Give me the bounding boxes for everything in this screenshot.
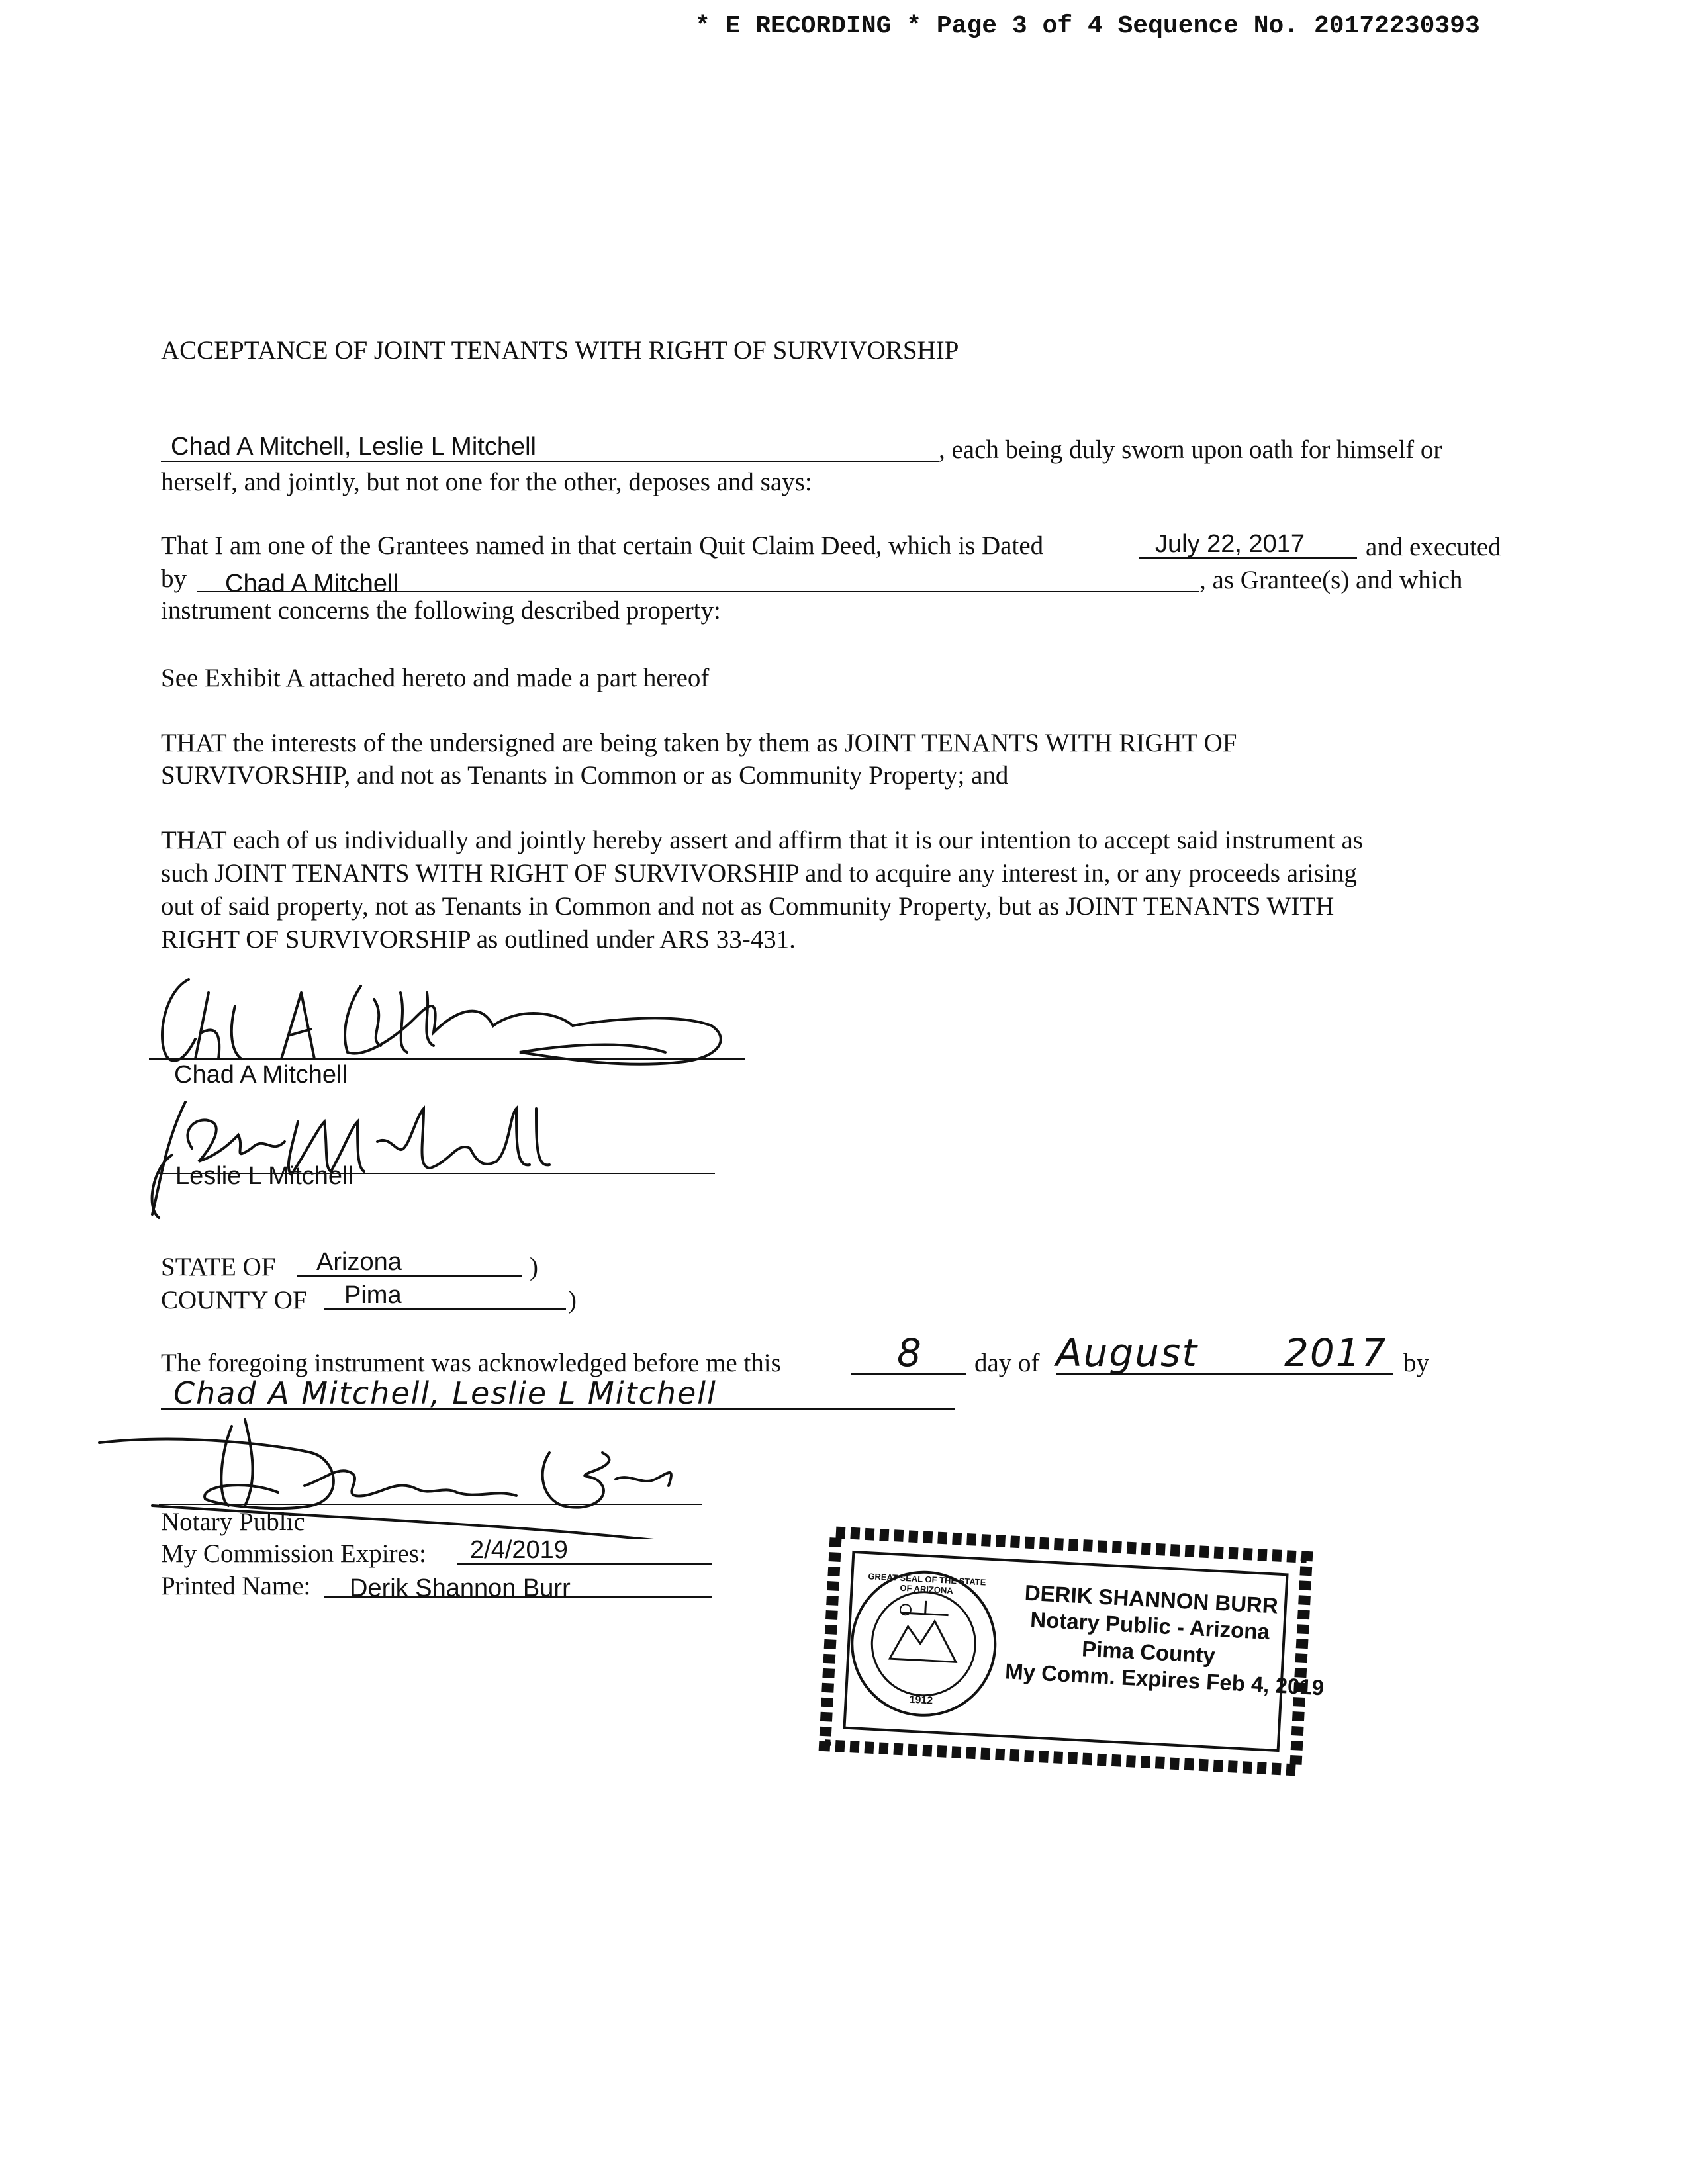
- printed-name-label: Printed Name:: [161, 1572, 311, 1600]
- month-year-underline: [1056, 1373, 1393, 1375]
- commission-label: My Commission Expires:: [161, 1539, 426, 1568]
- acknowledgment-month: August: [1056, 1330, 1198, 1375]
- county-value: Pima: [344, 1281, 402, 1309]
- paragraph1-line2: SURVIVORSHIP, and not as Tenants in Common or as Community Property; and: [161, 761, 1009, 790]
- paragraph2-line1: THAT each of us individually and jointly hereby assert and affirm that it is our intention to accept said instrument as: [161, 826, 1363, 854]
- acknowledgment-prefix: The foregoing instrument was acknowledged before me this: [161, 1349, 781, 1377]
- deed-dated-field: July 22, 2017: [1155, 530, 1305, 558]
- deed-dated-underline: [1139, 557, 1357, 559]
- printed-name-underline: [324, 1596, 712, 1598]
- signer2-printed-name: Leslie L Mitchell: [175, 1162, 353, 1190]
- affiant-names-field: Chad A Mitchell, Leslie L Mitchell: [171, 433, 536, 461]
- county-label: COUNTY OF: [161, 1286, 307, 1314]
- notary-stamp: [815, 1523, 1325, 1780]
- affiant-line2: herself, and jointly, but not one for the other, deposes and says:: [161, 468, 812, 496]
- county-paren: ): [568, 1286, 577, 1314]
- exhibit-reference: See Exhibit A attached hereto and made a part hereof: [161, 664, 710, 692]
- paragraph1-line1: THAT the interests of the undersigned are being taken by them as JOINT TENANTS WITH RIGHT OF: [161, 729, 1237, 757]
- recording-header: * E RECORDING * Page 3 of 4 Sequence No. 20172230393: [695, 12, 1480, 40]
- signer1-printed-name: Chad A Mitchell: [174, 1061, 348, 1089]
- seal-text: GREAT SEAL OF THE STATE OF ARIZONA: [868, 1571, 986, 1596]
- stamp-expiration: My Comm. Expires Feb 4, 2019: [1004, 1659, 1325, 1700]
- deed-line1-suffix: and executed: [1366, 533, 1501, 561]
- acknowledgment-names: Chad A Mitchell, Leslie L Mitchell: [173, 1375, 717, 1411]
- commission-underline: [457, 1563, 712, 1565]
- state-underline: [297, 1275, 522, 1277]
- deed-line1-prefix: That I am one of the Grantees named in that certain Quit Claim Deed, which is Dated: [161, 531, 1044, 560]
- stamp-notary-title: Notary Public - Arizona: [1029, 1607, 1270, 1645]
- stamp-notary-name: DERIK SHANNON BURR: [1024, 1580, 1279, 1618]
- state-value: Arizona: [316, 1248, 402, 1276]
- affiant-underline: [161, 461, 939, 462]
- acknowledgment-day-of: day of: [974, 1349, 1040, 1377]
- paragraph2-line3: out of said property, not as Tenants in Common and not as Community Property, but as JOINT TENANTS WITH: [161, 892, 1335, 921]
- signature-leslie-mitchell: [139, 1089, 722, 1221]
- deed-executed-by-underline: [197, 591, 1199, 592]
- acknowledgment-day: 8: [897, 1330, 923, 1375]
- notary-title: Notary Public: [161, 1508, 305, 1536]
- document-title: ACCEPTANCE OF JOINT TENANTS WITH RIGHT OF SURVIVORSHIP: [161, 336, 959, 365]
- day-underline: [851, 1373, 966, 1375]
- deed-executed-by-field: Chad A Mitchell: [225, 570, 399, 598]
- state-label: STATE OF: [161, 1253, 276, 1281]
- deed-by-label: by: [161, 565, 187, 593]
- seal-year: 1912: [909, 1694, 933, 1707]
- stamp-county: Pima County: [1081, 1636, 1216, 1668]
- commission-value: 2/4/2019: [470, 1536, 568, 1564]
- affiant-line1-suffix: , each being duly sworn upon oath for himself or: [939, 435, 1442, 464]
- county-underline: [324, 1308, 566, 1310]
- paragraph2-line4: RIGHT OF SURVIVORSHIP as outlined under ARS 33-431.: [161, 925, 796, 954]
- state-paren: ): [530, 1253, 538, 1281]
- deed-line3: instrument concerns the following described property:: [161, 596, 721, 625]
- printed-name-value: Derik Shannon Burr: [350, 1574, 571, 1602]
- paragraph2-line2: such JOINT TENANTS WITH RIGHT OF SURVIVORSHIP and to acquire any interest in, or any proceeds arising: [161, 859, 1357, 887]
- acknowledgment-year: 2017: [1284, 1330, 1387, 1375]
- deed-line2-suffix: , as Grantee(s) and which: [1199, 566, 1463, 594]
- acknowledgment-by: by: [1403, 1349, 1429, 1377]
